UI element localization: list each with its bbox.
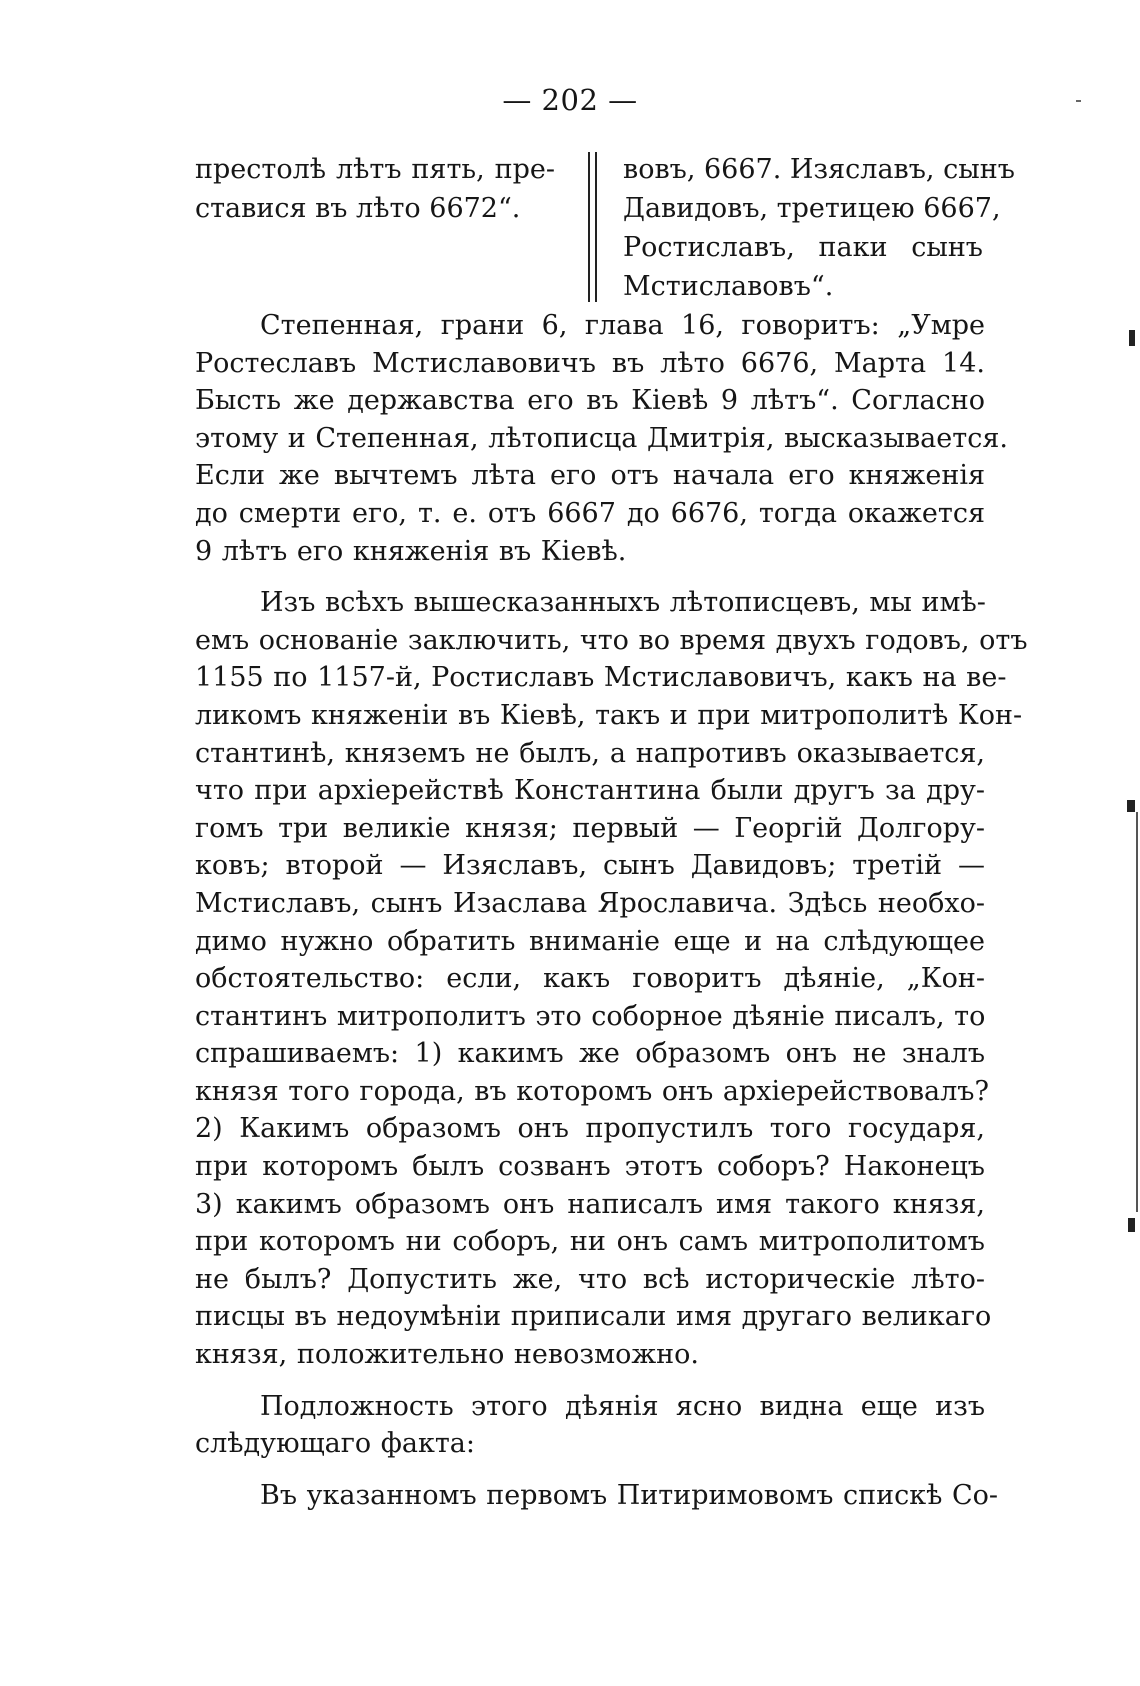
paragraph [195, 1388, 985, 1463]
scan-edge-mark [1136, 812, 1138, 1212]
text-line: 1155 по 1157-й, Ростиславъ Мстиславовичъ, какъ на ве- [195, 662, 1007, 694]
text-line: обстоятельство: если, какъ говоритъ дѣяніе, „Кон- [195, 963, 985, 995]
left-column-line: ставися въ лѣто 6672“. [195, 193, 521, 224]
scan-edge-mark [1129, 330, 1135, 346]
text-line: не былъ? Допустить же, что всѣ историческіе лѣто- [195, 1263, 985, 1295]
text-line: до смерти его, т. е. отъ 6667 до 6676, тогда окажется [195, 497, 985, 529]
right-column-line: вовъ, 6667. Изяславъ, сынъ [623, 154, 1015, 185]
paragraph [195, 307, 1008, 570]
text-line: стантинѣ, княземъ не былъ, а напротивъ оказывается, [195, 737, 985, 769]
paragraph-gap [195, 1374, 985, 1388]
text-line: димо нужно обратить вниманіе еще и на слѣдующее [195, 925, 985, 957]
text-line: 3) какимъ образомъ онъ написалъ имя такого князя, [195, 1188, 985, 1220]
text-line: князя того города, въ которомъ онъ архіерействовалъ? [195, 1075, 989, 1107]
right-column-line: Мстиславовъ“. [623, 271, 834, 302]
scan-edge-mark [1076, 100, 1081, 102]
text-line: гомъ три великіе князя; первый — Георгій Долгору- [195, 812, 985, 844]
right-column [623, 150, 1015, 306]
text-line: Изъ всѣхъ вышесказанныхъ лѣтописцевъ, мы имѣ- [260, 587, 986, 619]
text-line: емъ основаніе заключить, что во время двухъ годовъ, отъ [195, 624, 1028, 656]
paragraph [195, 1477, 999, 1515]
text-line: Въ указанномъ первомъ Питиримовомъ спискѣ Со- [260, 1479, 999, 1511]
body-text [195, 307, 1028, 1514]
text-line: Бысть же державства его въ Кіевѣ 9 лѣтъ“. Согласно [195, 385, 985, 417]
text-line: что при архіерействѣ Константина были другъ за дру- [195, 775, 985, 807]
paragraph-gap [195, 1463, 985, 1477]
paragraph [195, 584, 1028, 1373]
text-line: ковъ; второй — Изяславъ, сынъ Давидовъ; третій — [195, 850, 985, 882]
text-line: князя, положительно невозможно. [195, 1339, 700, 1371]
left-column-line: престолѣ лѣтъ пять, пре- [195, 154, 555, 185]
right-column-line: Ростиславъ, паки сынъ [623, 232, 983, 263]
left-column [195, 150, 555, 228]
column-divider [588, 152, 597, 302]
text-line: стантинъ митрополитъ это соборное дѣяніе писалъ, то [195, 1000, 986, 1032]
text-line: при которомъ ни соборъ, ни онъ самъ митрополитомъ [195, 1226, 985, 1258]
text-line: Подложность этого дѣянія ясно видна еще изъ [260, 1390, 985, 1422]
text-line: 2) Какимъ образомъ онъ пропустилъ того государя, [195, 1113, 985, 1145]
text-line: Степенная, грани 6, глава 16, говоритъ: „Умре [260, 310, 985, 341]
scan-edge-mark [1127, 800, 1135, 812]
text-line: ликомъ княженіи въ Кіевѣ, такъ и при митрополитѣ Кон- [195, 699, 1023, 731]
text-line: Если же вычтемъ лѣта его отъ начала его княженія [195, 460, 985, 492]
text-line: писцы въ недоумѣніи приписали имя другаго великаго [195, 1301, 992, 1333]
text-line: слѣдующаго факта: [195, 1428, 475, 1460]
text-line: при которомъ былъ созванъ этотъ соборъ? Наконецъ [195, 1151, 985, 1183]
text-line: Ростеславъ Мстиславовичъ въ лѣто 6676, Марта 14. [195, 347, 985, 379]
text-line: 9 лѣтъ его княженія въ Кіевѣ. [195, 535, 627, 567]
paragraph-gap [195, 570, 985, 584]
scan-edge-mark [1128, 1218, 1135, 1232]
text-line: спрашиваемъ: 1) какимъ же образомъ онъ не зналъ [195, 1038, 985, 1070]
page-number: — 202 — [502, 83, 638, 117]
right-column-line: Давидовъ, третицею 6667, [623, 193, 1001, 224]
text-line: этому и Степенная, лѣтописца Дмитрія, высказывается. [195, 422, 1008, 454]
text-line: Мстиславъ, сынъ Изаслава Ярославича. Здѣсь необхо- [195, 887, 985, 919]
